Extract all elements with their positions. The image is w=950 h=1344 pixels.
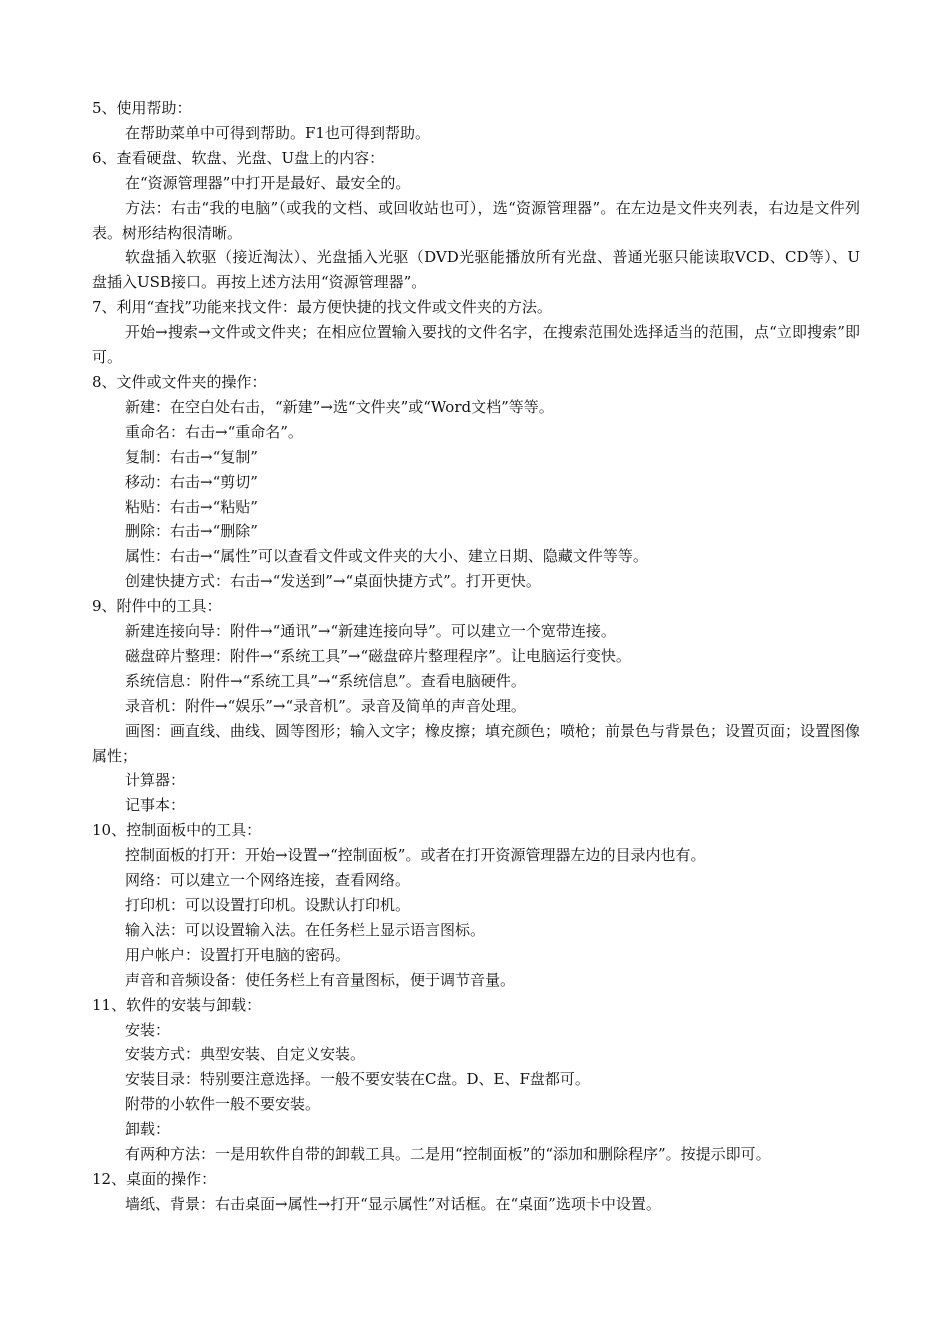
body-paragraph: 安装： [125, 1020, 171, 1039]
body-paragraph: 软盘插入软驱（接近淘汰）、光盘插入光驱（DVD光驱能播放所有光盘、普通光驱只能读取VCD、CD等）、U盘插入USB接口。再按上述方法用“资源管理器”。 [92, 248, 860, 292]
body-paragraph: 安装方式：典型安装、自定义安装。 [125, 1045, 366, 1064]
body-paragraph: 计算器： [125, 771, 186, 790]
body-paragraph: 方法：右击“我的电脑”（或我的文档、或回收站也可），选“资源管理器”。在左边是文件夹列表，右边是文件列表。树形结构很清晰。 [92, 198, 860, 242]
document-page [92, 96, 860, 1217]
section-heading: 12、桌面的操作： [92, 1169, 217, 1188]
body-paragraph: 网络：可以建立一个网络连接，查看网络。 [125, 871, 411, 890]
body-paragraph: 新建连接向导：附件→“通讯”→“新建连接向导”。可以建立一个宽带连接。 [125, 622, 616, 641]
body-paragraph: 属性：右击→“属性”可以查看文件或文件夹的大小、建立日期、隐藏文件等等。 [125, 547, 648, 566]
body-paragraph: 附带的小软件一般不要安装。 [125, 1095, 321, 1114]
body-paragraph: 墙纸、背景：右击桌面→属性→打开“显示属性”对话框。在“桌面”选项卡中设置。 [125, 1194, 661, 1213]
body-paragraph: 输入法：可以设置输入法。在任务栏上显示语言图标。 [125, 920, 486, 939]
body-paragraph: 打印机：可以设置打印机。设默认打印机。 [125, 896, 411, 914]
section-heading: 11、软件的安装与卸载： [92, 995, 262, 1014]
section-heading: 6、查看硬盘、软盘、光盘、U盘上的内容： [92, 148, 385, 167]
body-paragraph: 声音和音频设备：使任务栏上有音量图标，便于调节音量。 [125, 970, 516, 989]
body-paragraph: 安装目录：特别要注意选择。一般不要安装在C盘。D、E、F盘都可。 [125, 1070, 590, 1089]
section-heading: 7、利用“查找”功能来找文件：最方便快捷的找文件或文件夹的方法。 [92, 298, 552, 317]
body-paragraph: 有两种方法：一是用软件自带的卸载工具。二是用“控制面板”的“添加和删除程序”。按提示即可。 [125, 1145, 771, 1164]
body-paragraph: 移动：右击→“剪切” [125, 472, 258, 491]
body-paragraph: 用户帐户：设置打开电脑的密码。 [125, 945, 351, 964]
body-paragraph: 在帮助菜单中可得到帮助。F1也可得到帮助。 [125, 123, 430, 142]
body-paragraph: 磁盘碎片整理：附件→“系统工具”→“磁盘碎片整理程序”。让电脑运行变快。 [125, 646, 631, 665]
body-paragraph: 删除：右击→“删除” [125, 522, 258, 541]
section-heading: 8、文件或文件夹的操作： [92, 372, 267, 391]
section-heading: 5、使用帮助： [92, 99, 192, 117]
body-paragraph: 粘贴：右击→“粘贴” [125, 497, 258, 516]
body-paragraph: 在“资源管理器”中打开是最好、最安全的。 [125, 173, 411, 192]
body-paragraph: 画图：画直线、曲线、圆等图形；输入文字；橡皮擦；填充颜色；喷枪；前景色与背景色；设置页面；设置图像属性； [92, 721, 861, 765]
body-paragraph: 复制：右击→“复制” [125, 447, 258, 466]
body-paragraph: 卸载： [125, 1120, 171, 1139]
body-paragraph: 重命名：右击→“重命名”。 [125, 422, 303, 441]
section-heading: 10、控制面板中的工具： [92, 821, 262, 840]
body-paragraph: 录音机：附件→“娱乐”→“录音机”。录音及简单的声音处理。 [125, 696, 526, 715]
body-paragraph: 开始→搜索→文件或文件夹；在相应位置输入要找的文件名字，在搜索范围处选择适当的范围，点“立即搜索”即可。 [92, 323, 860, 367]
section-heading: 9、附件中的工具： [92, 597, 222, 616]
body-paragraph: 系统信息：附件→“系统工具”→“系统信息”。查看电脑硬件。 [125, 671, 526, 690]
body-paragraph: 控制面板的打开：开始→设置→“控制面板”。或者在打开资源管理器左边的目录内也有。 [125, 846, 706, 865]
body-paragraph: 记事本： [125, 796, 186, 815]
body-paragraph: 新建：在空白处右击，“新建”→选“文件夹”或“Word文档”等等。 [125, 397, 554, 416]
body-paragraph: 创建快捷方式：右击→“发送到”→“桌面快捷方式”。打开更快。 [125, 572, 541, 591]
